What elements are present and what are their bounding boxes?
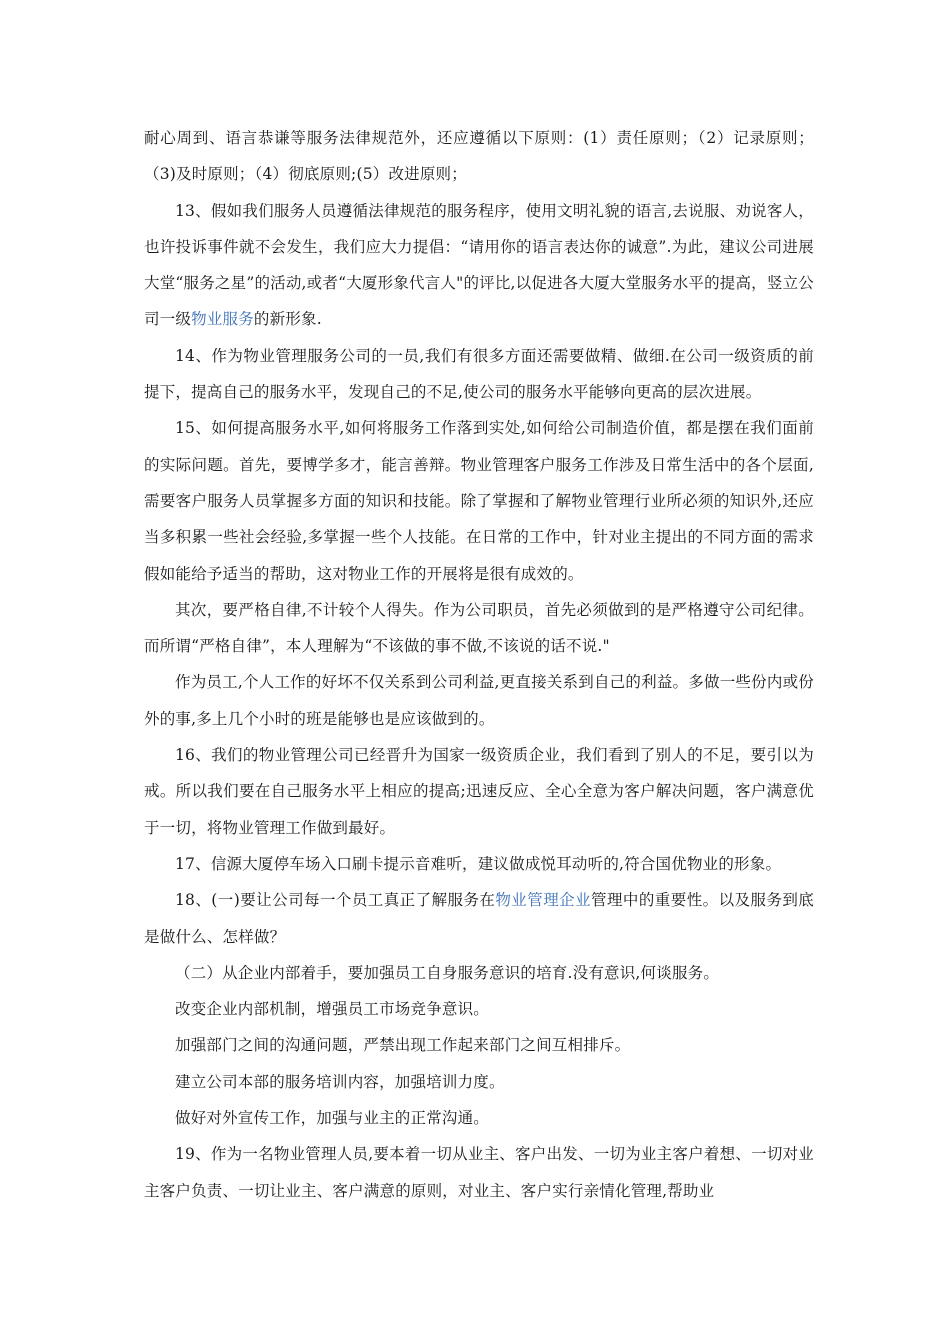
property-service-link[interactable]: 物业服务 [191, 310, 254, 329]
paragraph-16: 16、我们的物业管理公司已经晋升为国家一级资质企业，我们看到了别人的不足，要引以为戒。所以我们要在自己服务水平上相应的提高;迅速反应、全心全意为客户解决问题，客户满意优于一切，将物业管理工作做到最好。 [144, 746, 814, 837]
paragraph-13-tail: 的新形象. [253, 310, 322, 329]
paragraph-18-tail: 管理中的重要性。以及服务到底是做什么、怎样做？ [144, 891, 815, 946]
paragraph-14: 14、作为物业管理服务公司的一员,我们有很多方面还需要做精、做细.在公司一级资质的前提下，提高自己的服务水平，发现自己的不足,使公司的服务水平能够向更高的层次进展。 [144, 346, 814, 402]
list-item-communication: 加强部门之间的沟通问题，严禁出现工作起来部门之间互相排斥。 [175, 1036, 631, 1055]
paragraph-19: 19、作为一名物业管理人员,要本着一切从业主、客户出发、一切为业主客户着想、一切对业主客户负责、一切让业主、客户满意的原则，对业主、客户实行亲情化管理,帮助业 [144, 1145, 814, 1200]
paragraph-18-part-two: （二）从企业内部着手，要加强员工自身服务意识的培育.没有意识,何谈服务。 [175, 963, 720, 982]
document-body [144, 120, 814, 1209]
paragraph-15-third: 作为员工,个人工作的好坏不仅关系到公司利益,更直接关系到自己的利益。多做一些份内或份外的事,多上几个小时的班是能够也是应该做到的。 [144, 673, 814, 728]
property-management-enterprise-link[interactable]: 物业管理企业 [495, 891, 592, 910]
list-item-training: 建立公司本部的服务培训内容，加强培训力度。 [175, 1072, 505, 1091]
list-item-publicity: 做好对外宣传工作，加强与业主的正常沟通。 [175, 1109, 490, 1128]
paragraph-17: 17、信源大厦停车场入口刷卡提示音难听，建议做成悦耳动听的,符合国优物业的形象。 [175, 854, 782, 873]
paragraph-18 [144, 882, 814, 955]
paragraph-principles: 耐心周到、语言恭谦等服务法律规范外，还应遵循以下原则：(1）责任原则；（2）记录原则；（3)及时原则；（4）彻底原则;(5）改进原则； [144, 129, 814, 184]
paragraph-13-text: 13、假如我们服务人员遵循法律规范的服务程序，使用文明礼貌的语言,去说服、劝说客人，也许投诉事件就不会发生，我们应大力提倡：“请用你的语言表达你的诚意”.为此，建议公司进展大堂“服务之星”的活动,或者“大厦形象代言人"的评比,以促进各大厦大堂服务水平的提高，竖立公司一级 [144, 201, 814, 329]
paragraph-15-second: 其次，要严格自律,不计较个人得失。作为公司职员，首先必须做到的是严格遵守公司纪律。而所谓“严格自律”，本人理解为“不该做的事不做,不该说的话不说." [144, 600, 814, 656]
paragraph-13 [144, 193, 814, 338]
list-item-mechanism: 改变企业内部机制，增强员工市场竞争意识。 [175, 1000, 490, 1019]
paragraph-15: 15、如何提高服务水平,如何将服务工作落到实处,如何给公司制造价值，都是摆在我们面前的实际问题。首先，要博学多才，能言善辩。物业管理客户服务工作涉及日常生活中的各个层面,需要客户服务人员掌握多方面的知识和技能。除了掌握和了解物业管理行业所必须的知识外,还应当多积累一些社会经验,多掌握一些个人技能。在日常的工作中，针对业主提出的不同方面的需求假如能给予适当的帮助，这对物业工作的开展将是很有成效的。 [144, 419, 814, 583]
paragraph-18-text: 18、(一)要让公司每一个员工真正了解服务在 [175, 891, 496, 910]
